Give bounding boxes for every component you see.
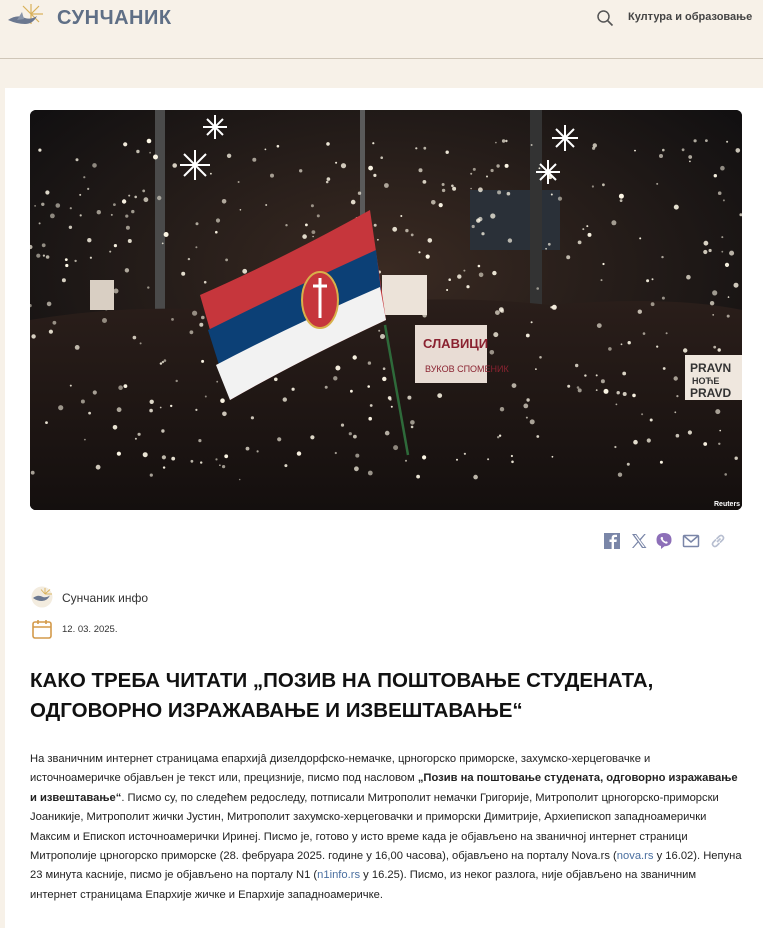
article-body [30, 750, 742, 905]
body-text-part: у 16.02). Непуна 23 минута касније, писмо је објављено на порталу N1 ( [30, 850, 742, 882]
search-icon[interactable] [596, 9, 614, 27]
svg-text:PRAVD: PRAVD [690, 386, 732, 400]
viber-icon[interactable] [655, 532, 673, 550]
nav-link-culture-education[interactable]: Култура и образовање [628, 11, 753, 23]
author-avatar[interactable] [30, 586, 54, 608]
link-icon[interactable] [709, 532, 727, 550]
body-text-part: На званичним интернет страницама епархијâ дизелдорфско-немачке, црногорско приморске, захумско-херцеговачке и источноамеричке објављен је текст или, прецизније, писмо под насловом [30, 753, 651, 785]
protest-crowd-photo [30, 110, 742, 510]
body-text-part: . Писмо су, по следећем редоследу, потписали Митрополит немачки Григорије, Митрополит црногорско-приморски Јоаникије, Митрополит жички Јустин, Митрополит захумско-херцеговачки и приморски Димитрије, Архиепископ западноамерички Максим и Епископ источноамерички Иринеј. Писмо је, готово у исто време када је објављено на званичној интернет страници Митрополије црногорско приморске (28. фебруара 2025. године у 16,00 часова), објављено на порталу Nova.rs ( [30, 791, 719, 863]
article-title: КАКО ТРЕБА ЧИТАТИ „ПОЗИВ НА ПОШТОВАЊЕ СТУДЕНАТА, ОДГОВОРНО ИЗРАЖАВАЊЕ И ИЗВЕШТАВАЊЕ“ [30, 669, 654, 722]
x-icon[interactable] [630, 532, 648, 550]
site-header [0, 0, 763, 59]
site-logo-text[interactable]: СУНЧАНИК [57, 7, 172, 29]
svg-text:ВУКОВ СПОМЕНИК: ВУКОВ СПОМЕНИК [425, 364, 509, 374]
svg-text:НОЋЕ: НОЋЕ [692, 376, 720, 386]
sun-bird-logo-icon[interactable] [5, 2, 45, 38]
photo-credit: Reuters [714, 501, 741, 508]
hero-image [30, 110, 742, 510]
mail-icon[interactable] [682, 532, 700, 550]
calendar-icon [31, 618, 53, 640]
nova-rs-link[interactable]: nova.rs [616, 850, 654, 863]
facebook-icon[interactable] [603, 532, 621, 550]
svg-text:СЛАВИЦИ: СЛАВИЦИ [423, 336, 489, 351]
body-text-bold-quote: „Позив на поштовање студената, одговорно изражавање и извештавање“ [30, 772, 738, 804]
svg-text:PRAVN: PRAVN [690, 361, 732, 375]
n1info-rs-link[interactable]: n1info.rs [317, 869, 361, 882]
author-name[interactable]: Сунчаник инфо [62, 591, 149, 605]
body-text-part: у 16.25). Писмо, из неког разлога, није објављено на званичним интернет страницама Епархије жичке и Епархије западноамеричке. [30, 869, 697, 901]
publish-date: 12. 03. 2025. [62, 624, 118, 635]
